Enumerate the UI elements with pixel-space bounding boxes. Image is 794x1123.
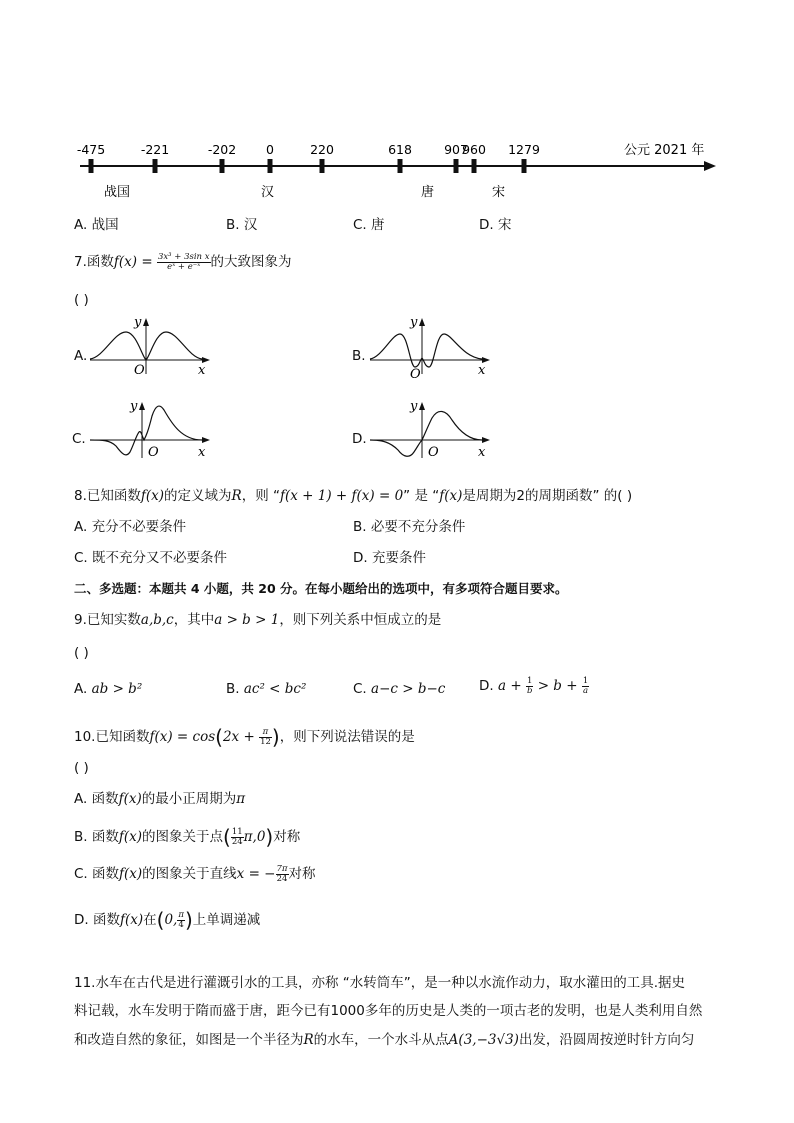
q8-option-b: B. 必要不充分条件 <box>353 519 466 535</box>
origin-label: O <box>148 445 159 460</box>
y-label: y <box>410 399 418 414</box>
q7-answer-paren: ( ) <box>74 292 89 308</box>
q9-option-b: B. ac² < bc² <box>226 681 307 697</box>
q9-option-d: D. a + $\frac{1}{b}$ > b + $\frac{1}{a}$ <box>479 675 589 696</box>
origin-label: O <box>134 363 145 378</box>
q9-option-c: C. a−c > b−c <box>353 681 446 697</box>
timeline-tick <box>268 159 273 173</box>
y-label: y <box>410 315 418 330</box>
timeline-tick <box>454 159 459 173</box>
timeline-tick <box>522 159 527 173</box>
timeline-end-label: 公元 2021 年 <box>624 143 705 158</box>
q6-option-d: D. 宋 <box>479 217 512 233</box>
q10-option-c: C. 函数f(x)的图象关于直线x = − $\frac{7\pi}{24}$ 对称 <box>74 863 316 884</box>
origin-label: O <box>410 367 421 378</box>
timeline-tick <box>472 159 477 173</box>
q7-graph-c <box>86 396 216 462</box>
timeline-tick <box>153 159 158 173</box>
q9-option-a: A. ab > b² <box>74 681 143 697</box>
q7-graph-a <box>86 312 216 378</box>
q7-option-c-label: C. <box>72 431 86 447</box>
y-axis-arrow <box>419 318 425 326</box>
x-axis-arrow <box>482 437 490 443</box>
q6-option-c: C. 唐 <box>353 217 385 233</box>
q8-option-c: C. 既不充分又不必要条件 <box>74 550 228 566</box>
q7-option-d-label: D. <box>352 431 367 447</box>
timeline-tick-label: 220 <box>310 142 334 157</box>
origin-label: O <box>428 445 439 460</box>
q11-line-2: 料记载，水车发明于隋而盛于唐，距今已有1000多年的历史是人类的一项古老的发明，也是人类利用自然 <box>74 1003 703 1019</box>
q7-option-a-label: A. <box>74 348 88 364</box>
timeline-tick-label: 618 <box>388 142 412 157</box>
q11-line-3: 和改造自然的象征，如图是一个半径为R的水车，一个水斗从点A(3,−3√3)出发，沿圆周按逆时针方向匀 <box>74 1032 695 1048</box>
q9-answer-paren: ( ) <box>74 645 89 661</box>
timeline-tick <box>320 159 325 173</box>
x-label: x <box>478 445 486 460</box>
curve <box>90 406 202 455</box>
q6-option-a: A. 战国 <box>74 217 119 233</box>
q10-option-b: B. 函数f(x)的图象关于点( $\frac{11}{24}$ π,0)对称 <box>74 825 301 849</box>
q8-option-d: D. 充要条件 <box>353 550 426 566</box>
timeline-tick <box>220 159 225 173</box>
dynasty-label: 唐 <box>421 185 435 200</box>
q10-option-d: D. 函数f(x)在(0, $\frac{\pi}{4}$ )上单调递减 <box>74 908 261 932</box>
dynasty-label: 宋 <box>492 185 506 200</box>
timeline-tick-label: 960 <box>462 142 486 157</box>
q7-stem: 7.函数f(x) = $\frac{\text{3x³ + 3sin x}}{\text{eˣ + e⁻ˣ}}$ 的大致图象为 <box>74 251 292 272</box>
q8-option-a: A. 充分不必要条件 <box>74 519 187 535</box>
y-label: y <box>130 399 138 414</box>
y-axis-arrow <box>139 402 145 410</box>
timeline-tick-label: -475 <box>76 142 106 157</box>
x-label: x <box>478 363 486 378</box>
y-axis-arrow <box>143 318 149 326</box>
timeline-tick <box>398 159 403 173</box>
timeline-tick-label: 907 <box>444 142 468 157</box>
timeline-tick <box>89 159 94 173</box>
y-label: y <box>134 315 142 330</box>
curve <box>370 411 482 456</box>
x-label: x <box>198 363 206 378</box>
curve <box>370 334 482 367</box>
q7-graph-d <box>366 396 496 462</box>
dynasty-label: 战国 <box>104 185 131 200</box>
section-heading: 二、多选题：本题共 4 小题，共 20 分。在每小题给出的选项中，有多项符合题目要求。 <box>74 581 568 596</box>
q7-option-b-label: B. <box>352 348 366 364</box>
x-axis-arrow <box>202 437 210 443</box>
q7-graph-b <box>366 312 496 378</box>
q6-option-b: B. 汉 <box>226 217 258 233</box>
timeline-tick-label: 0 <box>266 142 274 157</box>
x-label: x <box>198 445 206 460</box>
q7-fraction: $\frac{\text{3x³ + 3sin x}}{\text{eˣ + e⁻ˣ}}$ <box>157 251 210 272</box>
q10-stem: 10.已知函数f(x) = cos(2x + $\frac{\pi}{12}$ )，则下列说法错误的是 <box>74 725 415 749</box>
timeline-tick-label: 1279 <box>508 142 540 157</box>
q10-answer-paren: ( ) <box>74 760 89 776</box>
timeline <box>0 130 794 200</box>
timeline-arrow <box>704 161 716 171</box>
q9-stem: 9.已知实数a,b,c，其中a > b > 1，则下列关系中恒成立的是 <box>74 612 442 628</box>
q10-option-a: A. 函数f(x)的最小正周期为π <box>74 791 246 807</box>
timeline-tick-label: -202 <box>207 142 237 157</box>
timeline-tick-label: -221 <box>140 142 170 157</box>
q8-stem: 8.已知函数f(x)的定义域为R，则 “f(x + 1) + f(x) = 0” 是 “f(x)是周期为2的周期函数” 的( ) <box>74 488 633 504</box>
q11-line-1: 11.水车在古代是进行灌溉引水的工具，亦称 “水转筒车”，是一种以水流作动力，取水灌田的工具.据史 <box>74 975 686 991</box>
dynasty-label: 汉 <box>261 185 275 200</box>
y-axis-arrow <box>419 402 425 410</box>
